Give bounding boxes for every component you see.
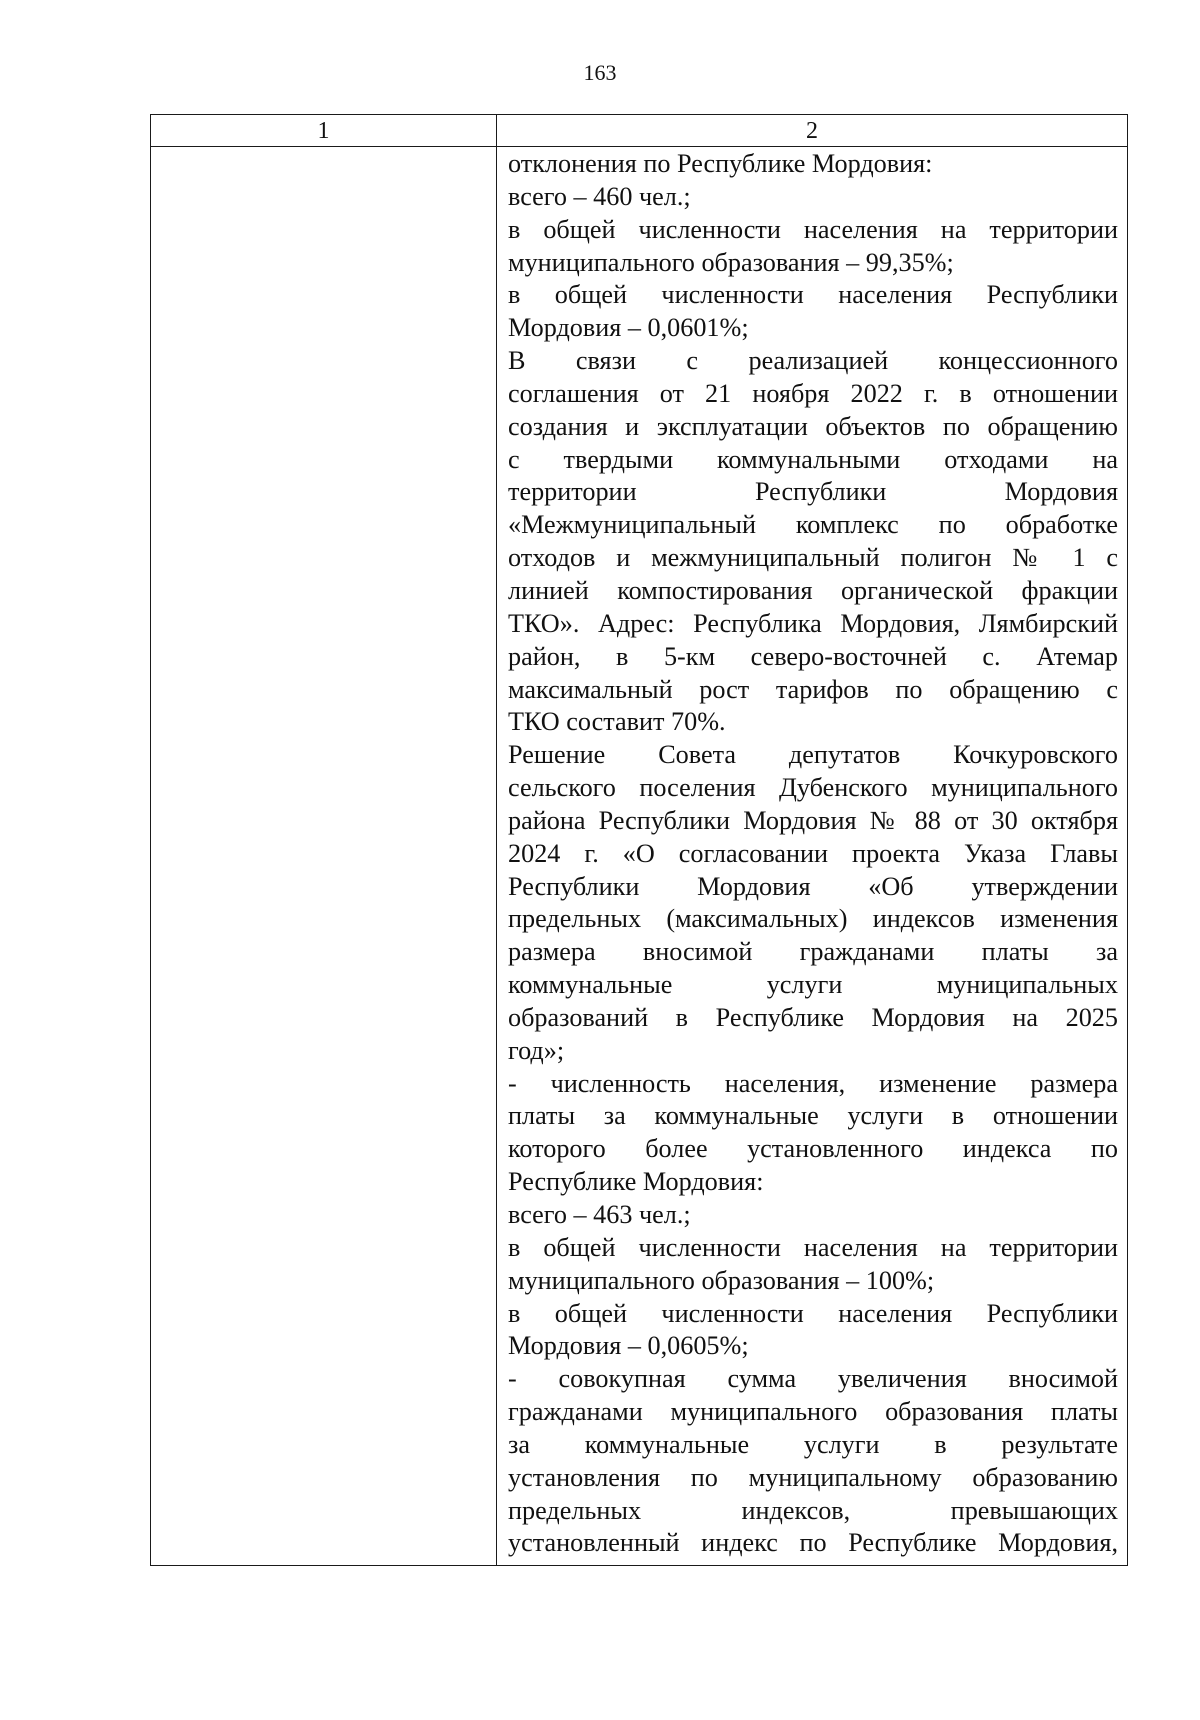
- text-line: «Межмуниципальный комплекс по обработке: [508, 510, 1118, 540]
- text-line: муниципального образования – 99,35%;: [508, 247, 954, 277]
- table-cell-column-2: [508, 148, 1118, 1560]
- text-line: Мордовия – 0,0601%;: [508, 313, 749, 343]
- text-line: которого более установленного индекса по: [508, 1134, 1118, 1164]
- text-line: отклонения по Республике Мордовия:: [508, 149, 933, 178]
- text-line: за коммунальные услуги в результате: [508, 1429, 1118, 1459]
- text-line: установления по муниципальному образованию: [508, 1462, 1118, 1492]
- text-line: соглашения от 21 ноября 2022 г. в отношении: [508, 378, 1118, 408]
- document-table: [150, 114, 1128, 1566]
- text-line: район, в 5-км северо-восточней с. Атемар: [508, 641, 1118, 671]
- text-line: - численность населения, изменение размера: [508, 1068, 1118, 1098]
- text-line: создания и эксплуатации объектов по обращению: [508, 411, 1118, 441]
- text-line: в общей численности населения Республики: [508, 280, 1118, 310]
- text-line: ТКО составит 70%.: [508, 707, 726, 737]
- text-line: в общей численности населения на территории: [508, 1232, 1118, 1262]
- text-line: сельского поселения Дубенского муниципального: [508, 773, 1118, 803]
- text-line: Республике Мордовия:: [508, 1167, 764, 1197]
- text-line: образований в Республике Мордовия на 2025: [508, 1002, 1118, 1032]
- text-line: коммунальные услуги муниципальных: [508, 970, 1118, 1000]
- text-line: предельных индексов, превышающих: [508, 1495, 1118, 1525]
- text-line: района Республики Мордовия № 88 от 30 октября: [508, 805, 1118, 835]
- text-line: всего – 460 чел.;: [508, 181, 691, 211]
- text-line: Мордовия – 0,0605%;: [508, 1331, 749, 1361]
- text-line: размера вносимой гражданами платы за: [508, 937, 1118, 967]
- text-line: муниципального образования – 100%;: [508, 1265, 935, 1295]
- text-line: Республики Мордовия «Об утверждении: [508, 871, 1118, 901]
- text-line: отходов и межмуниципальный полигон № 1 с: [508, 543, 1118, 573]
- column-header-1: 1: [317, 118, 330, 144]
- text-line: ТКО». Адрес: Республика Мордовия, Лямбирский: [508, 608, 1118, 638]
- text-line: 2024 г. «О согласовании проекта Указа Главы: [508, 838, 1118, 868]
- text-line: Решение Совета депутатов Кочкуровского: [508, 740, 1118, 770]
- text-line: установленный индекс по Республике Мордовия,: [508, 1528, 1118, 1558]
- text-line: территории Республики Мордовия: [508, 477, 1118, 507]
- text-line: в общей численности населения Республики: [508, 1298, 1118, 1328]
- text-line: в общей численности населения на территории: [508, 214, 1118, 244]
- text-line: максимальный рост тарифов по обращению с: [508, 674, 1118, 704]
- column-divider: [496, 115, 497, 1565]
- table-header-row: [151, 115, 1127, 147]
- page-number: 163: [583, 60, 617, 85]
- text-line: - совокупная сумма увеличения вносимой: [508, 1364, 1118, 1394]
- text-line: год»;: [508, 1035, 565, 1065]
- text-line: всего – 463 чел.;: [508, 1200, 691, 1229]
- column-header-2: 2: [806, 118, 818, 144]
- text-line: гражданами муниципального образования платы: [508, 1397, 1118, 1427]
- text-line: платы за коммунальные услуги в отношении: [508, 1101, 1118, 1131]
- text-line: В связи с реализацией концессионного: [508, 346, 1118, 376]
- text-line: линией компостирования органической фракции: [508, 575, 1118, 605]
- text-line: с твердыми коммунальными отходами на: [508, 444, 1118, 474]
- text-line: предельных (максимальных) индексов изменения: [508, 904, 1118, 934]
